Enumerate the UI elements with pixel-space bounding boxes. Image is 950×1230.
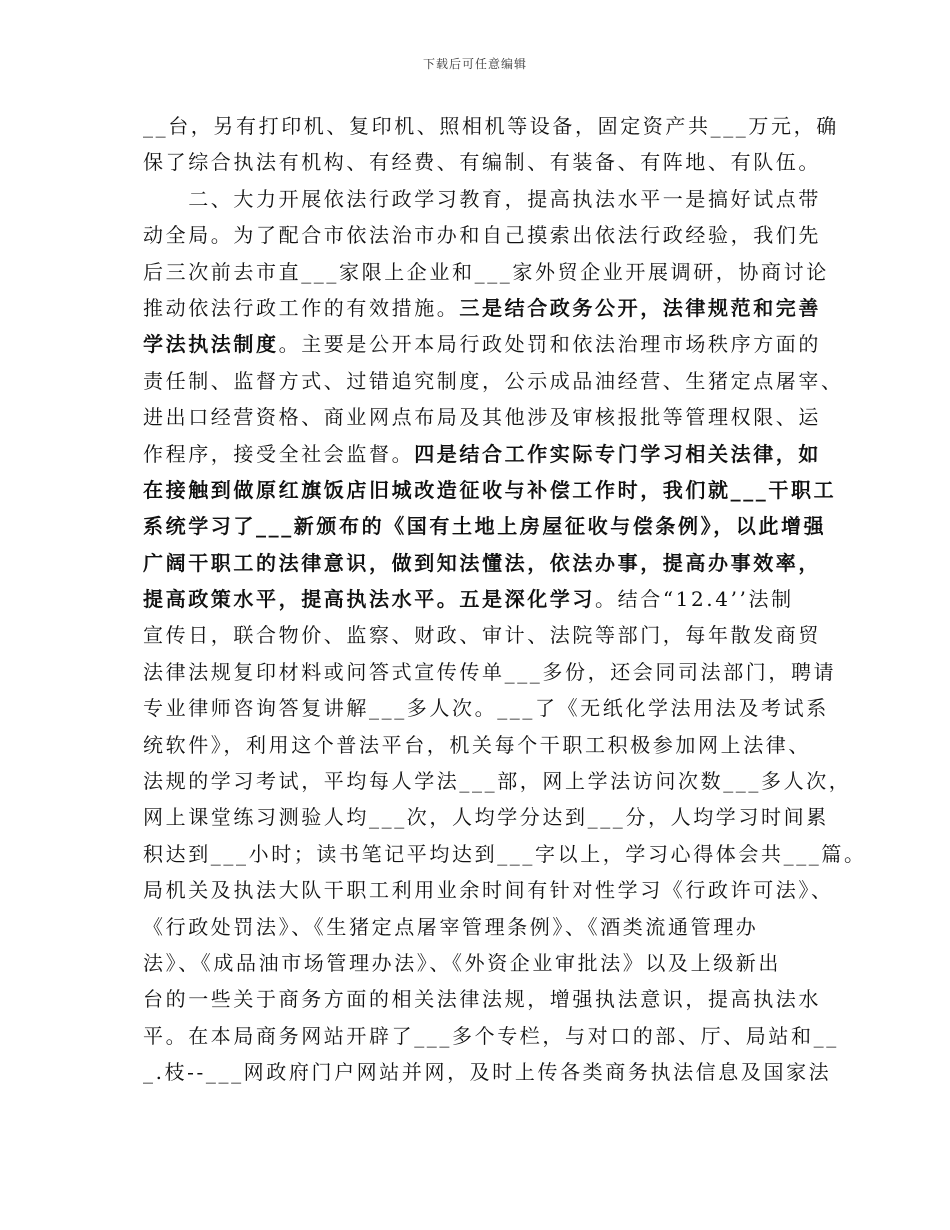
text-line	[143, 1018, 839, 1054]
text-line	[143, 436, 822, 472]
text-segment: 二、大力开展依法行政学习教育，提高执法水平一是搞好试点带	[143, 186, 821, 211]
text-line	[143, 981, 821, 1017]
text-line	[143, 872, 834, 908]
text-line	[143, 1054, 832, 1090]
text-line	[143, 690, 829, 726]
text-segment: 法》、《成品油市场管理办法》、《外资企业审批法》以及上级新出	[143, 950, 781, 975]
text-segment: 局机关及执法大队干职工利用业余时间有针对性学习《行政许可法》、	[143, 878, 834, 903]
text-line	[143, 399, 821, 435]
text-line	[143, 144, 821, 180]
text-line	[143, 472, 837, 508]
text-line	[143, 581, 815, 617]
text-segment: 宣传日，联合物价、监察、财政、审计、法院等部门，每年散发商贸	[143, 623, 821, 648]
text-line	[143, 945, 815, 981]
text-segment: 统软件》，利用这个普法平台，机关每个干职工积极参加网上法律、	[143, 732, 811, 757]
text-line	[143, 727, 815, 763]
text-line	[143, 654, 837, 690]
text-line	[143, 545, 821, 581]
text-segment: 《行政处罚法》、《生猪定点屠宰管理条例》、《酒类流通管理办	[143, 914, 759, 939]
text-segment: __台，另有打印机、复印机、照相机等设备，固定资产共___万元，确	[143, 114, 839, 138]
text-segment: 平。在本局商务网站开辟了___多个专栏，与对口的部、厅、局站和__	[143, 1023, 839, 1048]
text-segment: 。主要是公开本局行政处罚和依法治理市场秩序方面的	[278, 332, 822, 357]
text-line	[143, 254, 829, 290]
text-segment: 法规的学习考试，平均每人学法___部，网上学法访问次数___多人次，	[143, 769, 852, 794]
text-segment: 保了综合执法有机构、有经费、有编制、有装备、有阵地、有队伍。	[143, 150, 821, 175]
page-header: 下载后可任意编辑	[422, 57, 527, 71]
bold-text-segment: 系统学习了___新颁布的《国有土地上房屋征收与偿条例》，以此增强	[143, 514, 827, 539]
text-line	[143, 799, 829, 835]
text-line	[143, 363, 844, 399]
bold-text-segment: 五是深化学习	[459, 587, 596, 612]
text-line	[143, 763, 852, 799]
text-line	[143, 326, 822, 362]
text-segment: 推动依法行政工作的有效措施。	[143, 295, 460, 320]
text-line	[143, 290, 822, 326]
text-line	[143, 181, 821, 217]
text-line	[143, 217, 821, 253]
text-segment: 进出口经营资格、商业网点布局及其他涉及审核报批等管理权限、运	[143, 405, 821, 430]
text-line	[143, 508, 827, 544]
bold-text-segment: 三是结合政务公开，法律规范和完善	[459, 295, 822, 320]
text-segment: 法律法规复印材料或问答式宣传传单___多份，还会同司法部门，聘请	[143, 659, 837, 684]
text-segment: 台的一些关于商务方面的相关法律法规，增强执法意识，提高执法水	[143, 987, 821, 1012]
text-segment: 责任制、监督方式、过错追究制度，公示成品油经营、生猪定点屠宰、	[143, 368, 844, 393]
text-segment: 专业律师咨询答复讲解___多人次。___了《无纸化学法用法及考试系	[143, 696, 829, 721]
body-text	[143, 108, 867, 1091]
text-segment: 后三次前去市直___家限上企业和___家外贸企业开展调研，协商讨论	[143, 259, 829, 284]
text-line	[143, 909, 815, 945]
bold-text-segment: 广阔干职工的法律意识，做到知法懂法，依法办事，提高办事效率，	[143, 550, 821, 575]
text-line	[143, 836, 867, 872]
text-line	[143, 617, 821, 653]
text-line	[143, 108, 839, 144]
text-segment: 动全局。为了配合市依法治市办和自己摸索出依法行政经验，我们先	[143, 223, 821, 248]
bold-text-segment: 在接触到做原红旗饭店旧城改造征收与补偿工作时，我们就___干职工	[143, 477, 837, 502]
bold-text-segment: 四是结合工作实际专门学习相关法律，如	[414, 441, 822, 466]
text-segment: 网上课堂练习测验人均___次，人均学分达到___分，人均学习时间累	[143, 805, 829, 830]
bold-text-segment: 学法执法制度	[143, 332, 279, 357]
text-segment: 作程序，接受全社会监督。	[143, 441, 415, 466]
text-segment: _.枝--___网政府门户网站并网，及时上传各类商务执法信息及国家法	[143, 1060, 832, 1085]
text-segment: 积达到___小时；读书笔记平均达到___字以上，学习心得体会共___篇。	[143, 841, 867, 866]
bold-text-segment: 提高政策水平，提高执法水平。	[143, 587, 460, 612]
text-segment: 。结合“12.4’’法制	[595, 587, 794, 612]
